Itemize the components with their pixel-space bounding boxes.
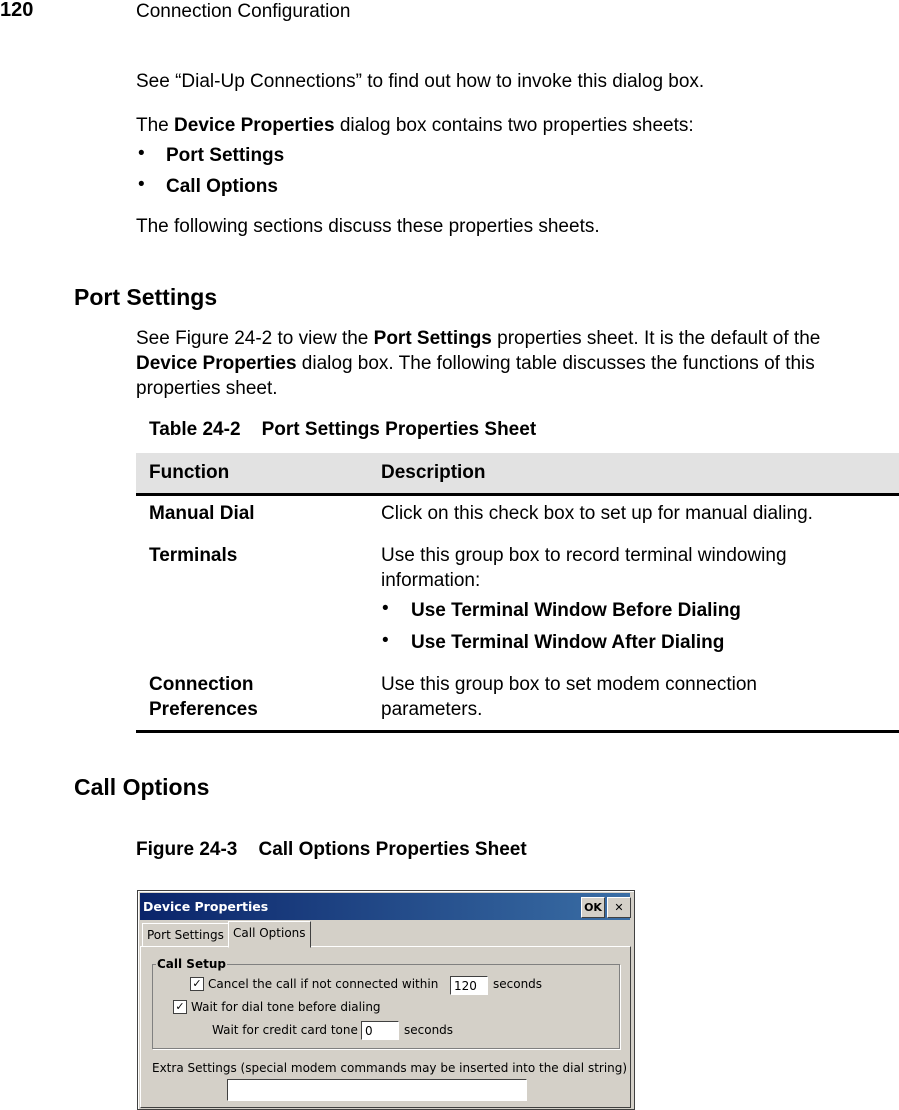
- extra-settings-input[interactable]: [227, 1079, 527, 1101]
- bullet-icon: •: [382, 598, 389, 619]
- table-cell-function: Manual Dial: [149, 503, 255, 524]
- device-properties-dialog: [137, 890, 635, 1110]
- page-number: 120: [0, 0, 34, 21]
- cancel-call-seconds-input[interactable]: 120: [450, 976, 488, 995]
- section-heading-call-options: Call Options: [74, 774, 210, 800]
- tab-call-options[interactable]: Call Options: [228, 921, 311, 948]
- table-cell-function: Terminals: [149, 545, 238, 566]
- dialog-title-bar: [140, 893, 630, 920]
- seconds-label: seconds: [404, 1023, 454, 1037]
- bullet-icon: •: [138, 174, 145, 195]
- running-header-title: Connection Configuration: [136, 1, 351, 22]
- cancel-call-checkbox[interactable]: ✓: [190, 977, 204, 991]
- table-cell-function: Connection: [149, 674, 254, 695]
- table-cell-function: Preferences: [149, 699, 258, 720]
- table-header-row: [136, 453, 899, 496]
- table-cell-description: parameters.: [381, 699, 483, 720]
- dialog-title: Device Properties: [143, 899, 269, 914]
- table-header-function: Function: [149, 462, 230, 483]
- close-icon[interactable]: ✕: [607, 897, 631, 918]
- table-header-description: Description: [381, 462, 486, 483]
- wait-dial-tone-label: Wait for dial tone before dialing: [191, 1000, 381, 1014]
- table-cell-description: Click on this check box to set up for manual dialing.: [381, 503, 813, 524]
- table-cell-bullet: Use Terminal Window After Dialing: [411, 632, 725, 653]
- tab-port-settings[interactable]: Port Settings: [142, 923, 229, 947]
- extra-settings-label: Extra Settings (special modem commands may be inserted into the dial string): [152, 1061, 628, 1075]
- intro-bullet-port-settings: Port Settings: [166, 145, 285, 166]
- table-bottom-rule: [136, 730, 899, 733]
- ok-button[interactable]: OK: [581, 897, 605, 918]
- port-settings-line-1: See Figure 24-2 to view the Port Settings properties sheet. It is the default of the: [136, 328, 821, 349]
- table-cell-description: information:: [381, 570, 481, 591]
- table-caption: Table 24-2 Port Settings Properties Sheet: [149, 419, 537, 440]
- intro-paragraph-3: The following sections discuss these properties sheets.: [136, 216, 600, 237]
- table-cell-description: Use this group box to set modem connection: [381, 674, 757, 695]
- intro-paragraph-1: See “Dial-Up Connections” to find out how to invoke this dialog box.: [136, 71, 705, 92]
- bullet-icon: •: [382, 630, 389, 651]
- bullet-icon: •: [138, 143, 145, 164]
- table-cell-bullet: Use Terminal Window Before Dialing: [411, 600, 741, 621]
- seconds-label: seconds: [493, 977, 543, 991]
- table-cell-description: Use this group box to record terminal windowing: [381, 545, 787, 566]
- port-settings-line-2: Device Properties dialog box. The following table discusses the functions of this: [136, 353, 815, 374]
- figure-caption: Figure 24-3 Call Options Properties Sheet: [136, 839, 527, 860]
- credit-card-tone-input[interactable]: 0: [361, 1021, 399, 1040]
- intro-bullet-call-options: Call Options: [166, 176, 278, 197]
- cancel-call-label: Cancel the call if not connected within: [208, 977, 439, 991]
- intro-paragraph-2: The Device Properties dialog box contains two properties sheets:: [136, 115, 694, 136]
- section-heading-port-settings: Port Settings: [74, 284, 218, 310]
- wait-dial-tone-checkbox[interactable]: ✓: [173, 1000, 187, 1014]
- port-settings-line-3: properties sheet.: [136, 378, 278, 399]
- credit-card-tone-label: Wait for credit card tone: [212, 1023, 358, 1037]
- call-setup-group-title: Call Setup: [157, 957, 226, 971]
